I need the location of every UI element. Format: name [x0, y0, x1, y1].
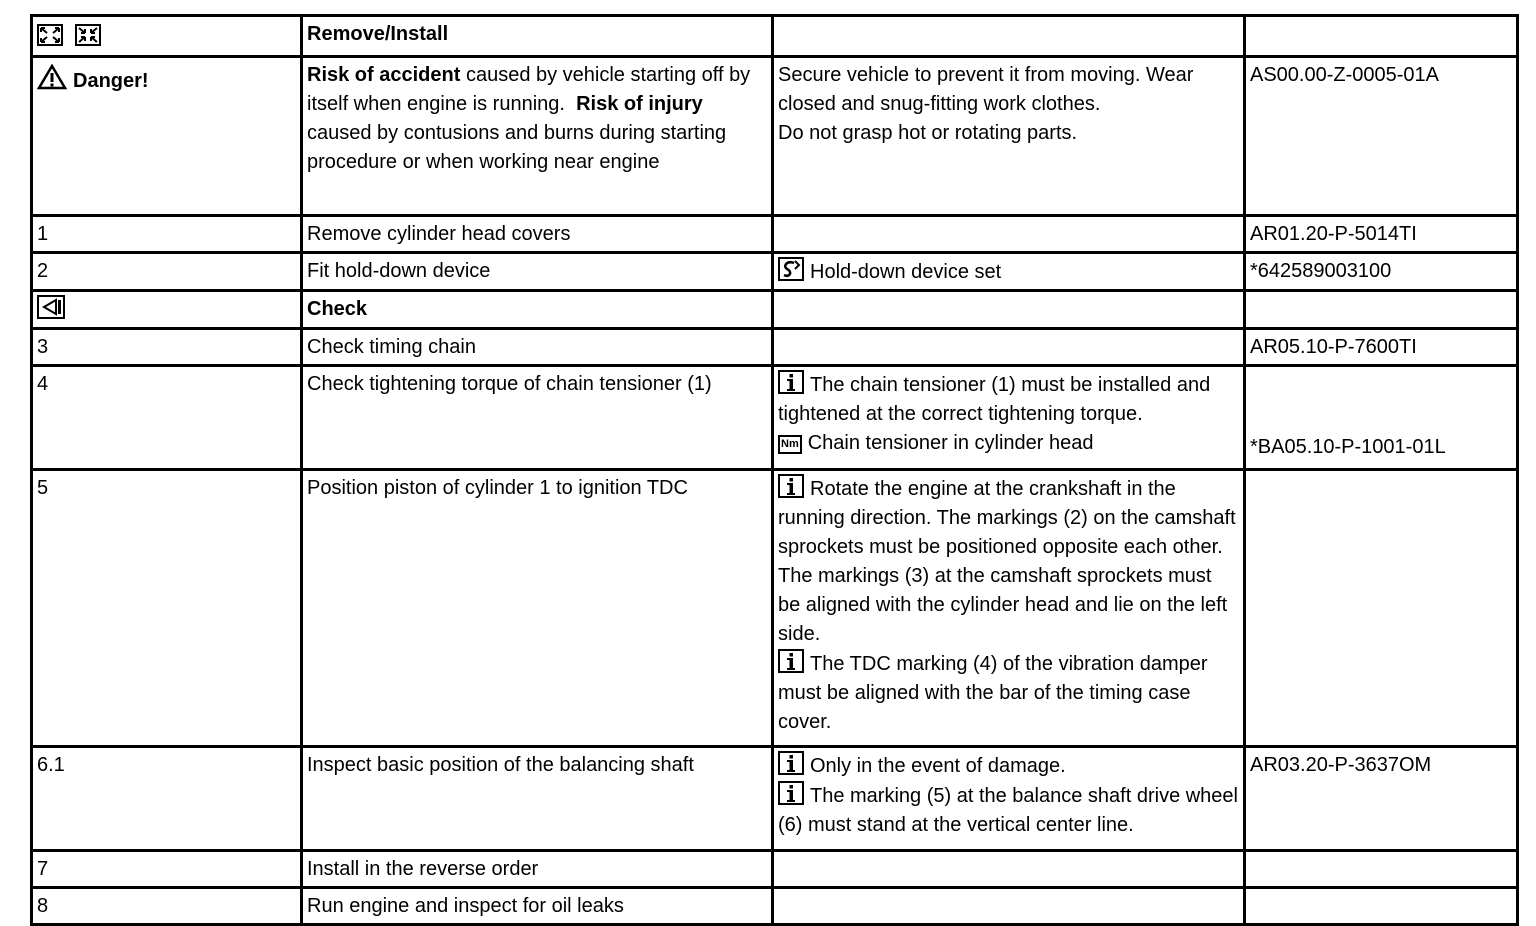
danger-measure-2: Do not grasp hot or rotating parts. — [778, 122, 1078, 144]
reference-link[interactable]: AR05.10-P-7600TI — [1245, 329, 1518, 366]
tool-cell — [773, 253, 1245, 291]
risk-injury-text: Risk of injury — [576, 93, 703, 115]
empty-cell — [773, 851, 1245, 888]
info-icon — [778, 751, 804, 775]
note-line — [778, 474, 1239, 649]
torque-nm-icon: Nm — [778, 435, 802, 454]
table-row — [32, 329, 1518, 366]
danger-description — [302, 57, 773, 216]
section-title-remove-install: Remove/Install — [302, 16, 773, 57]
tool-number-link[interactable]: *642589003100 — [1245, 253, 1518, 291]
empty-cell — [773, 16, 1245, 57]
reference-link[interactable]: AR01.20-P-5014TI — [1245, 216, 1518, 253]
expand-icon[interactable] — [37, 24, 63, 46]
reference-link[interactable]: AS00.00-Z-0005-01A — [1245, 57, 1518, 216]
step-number: 5 — [32, 470, 302, 747]
collapse-icon[interactable] — [75, 24, 101, 46]
table-row — [32, 253, 1518, 291]
empty-cell — [1245, 851, 1518, 888]
step-number: 2 — [32, 253, 302, 291]
note-text: The marking (5) at the balance shaft drive wheel (6) must stand at the vertical center line. — [778, 785, 1238, 836]
risk-injury-desc: caused by contusions and burns during starting procedure or when working near engine — [307, 122, 727, 173]
step-number: 3 — [32, 329, 302, 366]
empty-cell — [773, 329, 1245, 366]
note-text: Only in the event of damage. — [810, 755, 1066, 777]
note-line — [778, 781, 1239, 840]
table-row-header — [32, 16, 1518, 57]
empty-cell — [1245, 470, 1518, 747]
table-row — [32, 470, 1518, 747]
info-icon — [778, 474, 804, 498]
step-number: 4 — [32, 366, 302, 470]
empty-cell — [773, 216, 1245, 253]
note-line — [778, 370, 1239, 429]
empty-cell — [1245, 16, 1518, 57]
check-icon-cell — [32, 291, 302, 329]
danger-measures-cell — [773, 57, 1245, 216]
torque-text: Chain tensioner in cylinder head — [807, 432, 1094, 454]
warning-triangle-icon — [37, 64, 67, 90]
risk-accident-text: Risk of accident — [307, 64, 461, 86]
info-icon — [778, 781, 804, 805]
step-number: 7 — [32, 851, 302, 888]
table-row — [32, 851, 1518, 888]
step-text: Fit hold-down device — [302, 253, 773, 291]
step-number: 8 — [32, 888, 302, 925]
tool-name: Hold-down device set — [810, 261, 1002, 283]
empty-cell — [773, 888, 1245, 925]
torque-line — [778, 429, 1239, 458]
danger-measure-1: Secure vehicle to prevent it from moving. Wear closed and snug-fitting work clothes. — [778, 64, 1194, 115]
empty-cell — [1245, 291, 1518, 329]
torque-reference-link[interactable]: *BA05.10-P-1001-01L — [1250, 436, 1446, 458]
reference-cell — [1245, 366, 1518, 470]
table-row — [32, 366, 1518, 470]
table-row — [32, 888, 1518, 925]
empty-cell — [1245, 888, 1518, 925]
notes-cell — [773, 470, 1245, 747]
danger-label-cell — [32, 57, 302, 216]
notes-cell — [773, 747, 1245, 851]
note-text: The chain tensioner (1) must be installed and tightened at the correct tightening torque. — [778, 374, 1211, 425]
step-text: Check timing chain — [302, 329, 773, 366]
step-text: Check tightening torque of chain tensioner (1) — [302, 366, 773, 470]
table-row-danger — [32, 57, 1518, 216]
note-text: The TDC marking (4) of the vibration damper must be aligned with the bar of the timing case cover. — [778, 653, 1208, 733]
notes-cell — [773, 366, 1245, 470]
step-text: Remove cylinder head covers — [302, 216, 773, 253]
note-line — [778, 649, 1239, 737]
step-text: Install in the reverse order — [302, 851, 773, 888]
table-row-check — [32, 291, 1518, 329]
risk-accident-desc: caused by vehicle starting off by itself when engine is running. — [307, 64, 751, 115]
danger-label: Danger! — [73, 70, 149, 92]
step-text: Run engine and inspect for oil leaks — [302, 888, 773, 925]
procedure-table — [30, 14, 1519, 926]
note-text: Rotate the engine at the crankshaft in the running direction. The markings (2) on the camshaft sprockets must be positioned opposite each other. The markings (3) at the camshaft sprockets must be aligned with the cylinder head and lie on the left side. — [778, 478, 1236, 645]
reference-link[interactable]: AR03.20-P-3637OM — [1245, 747, 1518, 851]
step-text: Inspect basic position of the balancing shaft — [302, 747, 773, 851]
empty-cell — [773, 291, 1245, 329]
header-icons-cell — [32, 16, 302, 57]
section-title-check: Check — [302, 291, 773, 329]
step-text: Position piston of cylinder 1 to ignition TDC — [302, 470, 773, 747]
note-line — [778, 751, 1239, 781]
special-tool-icon — [778, 257, 804, 281]
step-number: 1 — [32, 216, 302, 253]
step-number: 6.1 — [32, 747, 302, 851]
table-row — [32, 747, 1518, 851]
info-icon — [778, 649, 804, 673]
table-row — [32, 216, 1518, 253]
info-icon — [778, 370, 804, 394]
check-arrow-icon — [37, 295, 65, 319]
